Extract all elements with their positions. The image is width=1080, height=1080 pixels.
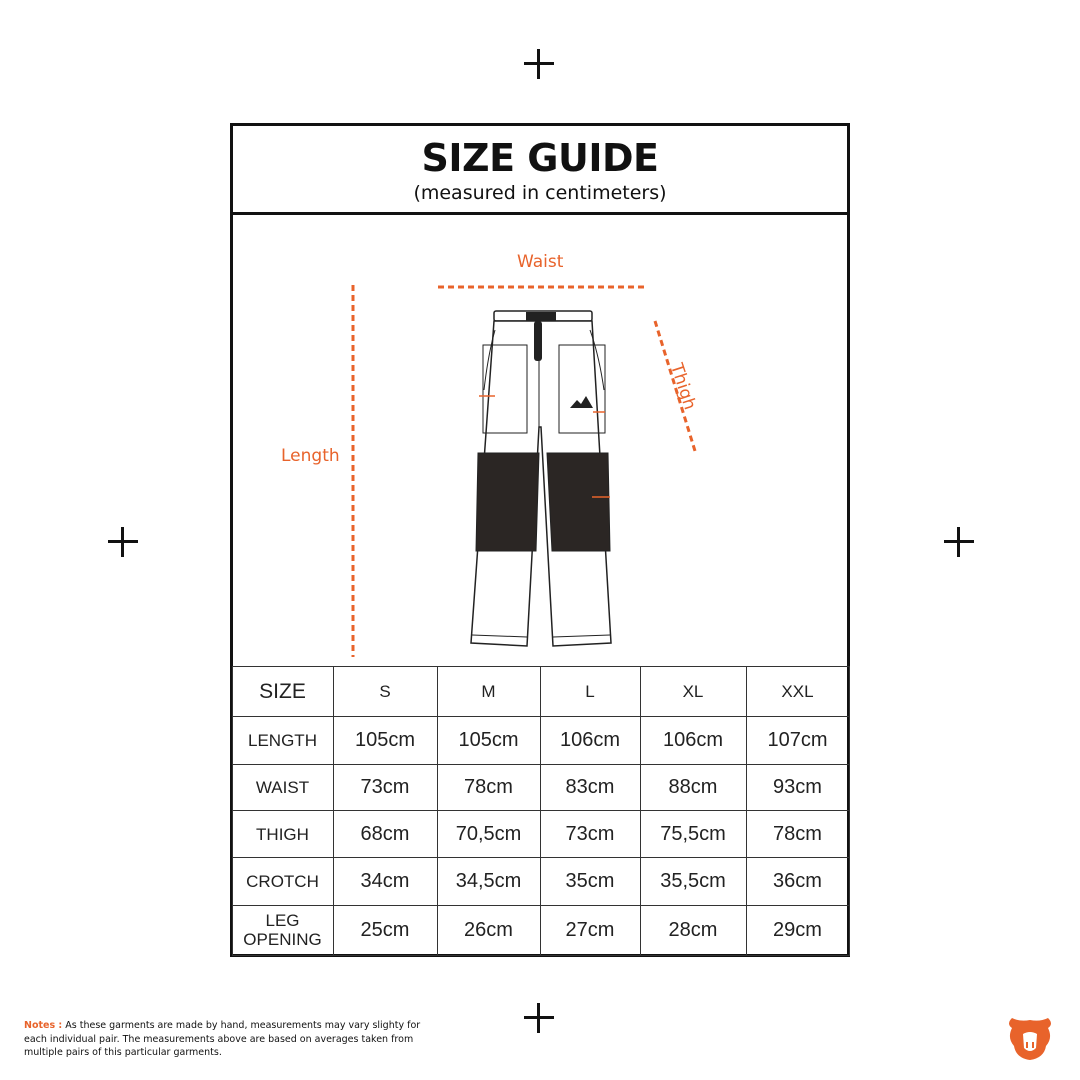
table-row-length (232, 717, 849, 765)
table-cell: 28cm (640, 905, 746, 955)
size-m-header: M (437, 667, 540, 717)
pants-diagram (233, 215, 847, 666)
size-column-header: SIZE (232, 667, 333, 717)
table-cell: 73cm (333, 765, 437, 811)
notes-body: As these garments are made by hand, measurements may vary slighty for each individual pair. The measurements above are based on averages taken from multiple pairs of this particular garments. (24, 1020, 421, 1058)
row-label: THIGH (232, 811, 333, 857)
table-cell: 26cm (437, 905, 540, 955)
size-s-header: S (333, 667, 437, 717)
notes-text (24, 1019, 444, 1060)
table-cell: 34cm (333, 857, 437, 905)
size-header-row (232, 667, 849, 717)
table-cell: 29cm (746, 905, 849, 955)
length-label: Length (281, 446, 340, 466)
table-cell: 35cm (540, 857, 640, 905)
table-cell: 78cm (746, 811, 849, 857)
table-cell: 106cm (640, 717, 746, 765)
table-row-crotch (232, 857, 849, 905)
size-table (232, 666, 850, 956)
table-cell: 25cm (333, 905, 437, 955)
table-cell: 70,5cm (437, 811, 540, 857)
table-cell: 36cm (746, 857, 849, 905)
row-label: CROTCH (232, 857, 333, 905)
table-row-thigh (232, 811, 849, 857)
table-cell: 27cm (540, 905, 640, 955)
table-cell: 93cm (746, 765, 849, 811)
pants-illustration (233, 215, 847, 666)
size-xxl-header: XXL (746, 667, 849, 717)
table-cell: 68cm (333, 811, 437, 857)
table-cell: 34,5cm (437, 857, 540, 905)
row-label: LEG OPENING (232, 905, 333, 955)
table-cell: 83cm (540, 765, 640, 811)
notes-label: Notes : (24, 1020, 63, 1031)
row-label: WAIST (232, 765, 333, 811)
table-cell: 105cm (437, 717, 540, 765)
thigh-label: Thigh (665, 361, 700, 413)
belt-strap (534, 321, 542, 361)
page-subtitle: (measured in centimeters) (413, 182, 667, 204)
table-cell: 35,5cm (640, 857, 746, 905)
waist-label: Waist (517, 252, 564, 272)
sheep-logo-icon (1006, 1012, 1054, 1062)
plus-mark-icon (944, 527, 974, 557)
table-cell: 106cm (540, 717, 640, 765)
size-l-header: L (540, 667, 640, 717)
plus-mark-icon (108, 527, 138, 557)
table-cell: 73cm (540, 811, 640, 857)
table-cell: 107cm (746, 717, 849, 765)
plus-mark-icon (524, 1003, 554, 1033)
table-cell: 75,5cm (640, 811, 746, 857)
belt-buckle (526, 312, 556, 321)
table-cell: 88cm (640, 765, 746, 811)
table-row-waist (232, 765, 849, 811)
size-xl-header: XL (640, 667, 746, 717)
table-cell: 105cm (333, 717, 437, 765)
plus-mark-icon (524, 49, 554, 79)
knee-panel (476, 453, 539, 551)
page-title: SIZE GUIDE (421, 136, 659, 180)
table-row-leg-opening (232, 905, 849, 955)
size-guide-card (230, 123, 850, 957)
row-label: LENGTH (232, 717, 333, 765)
size-guide-header (233, 126, 847, 215)
table-cell: 78cm (437, 765, 540, 811)
knee-panel (547, 453, 610, 551)
